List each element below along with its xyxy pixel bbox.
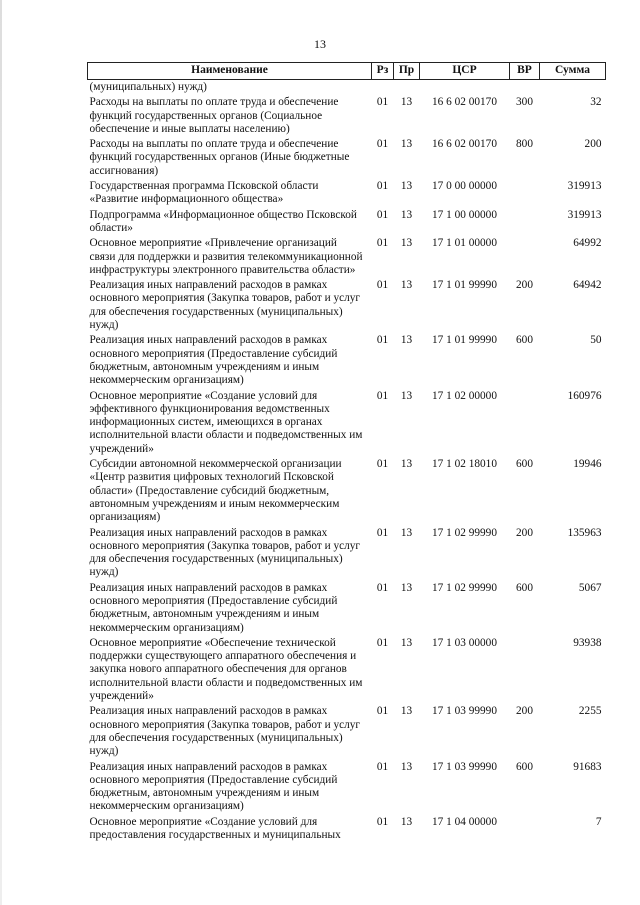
table-row xyxy=(88,581,606,636)
row-pr: 13 xyxy=(400,760,413,773)
row-rz: 01 xyxy=(376,279,389,292)
table-row xyxy=(88,815,606,844)
header-name: Наименование xyxy=(88,63,372,80)
row-vr: 200 xyxy=(516,279,533,292)
row-csr: 17 1 02 18010 xyxy=(432,458,497,471)
row-rz: 01 xyxy=(376,389,389,402)
row-sum: 2255 xyxy=(578,705,602,718)
row-sum: 93938 xyxy=(573,636,602,649)
row-vr: 800 xyxy=(516,138,533,151)
row-pr: 13 xyxy=(400,180,413,193)
row-sum: 50 xyxy=(590,334,602,347)
row-sum: 19946 xyxy=(573,458,602,471)
row-pr: 13 xyxy=(400,458,413,471)
row-pr: 13 xyxy=(400,96,413,109)
row-pr: 13 xyxy=(400,279,413,292)
row-vr: 200 xyxy=(516,705,533,718)
row-rz: 01 xyxy=(376,208,389,221)
row-name: Реализация иных направлений расходов в рамках основного мероприятия (Закупка товаров, работ и услуг для обеспечения государственных (муниципальных) нужд) xyxy=(89,279,361,332)
row-rz: 01 xyxy=(376,705,389,718)
table-row xyxy=(88,636,606,704)
row-vr: 600 xyxy=(516,334,533,347)
row-csr: 17 1 03 99990 xyxy=(432,760,497,773)
table-row xyxy=(88,208,606,237)
row-rz: 01 xyxy=(376,815,389,828)
row-csr: 17 1 00 00000 xyxy=(432,208,497,221)
row-vr xyxy=(510,179,540,208)
row-csr: 17 0 00 00000 xyxy=(432,180,497,193)
row-name: Субсидии автономной некоммерческой организации «Центр развития цифровых технологий Псковской области» (Предоставление субсидий бюджетным, автономным учреждениям и иным некоммерческим организациям) xyxy=(89,458,342,524)
row-vr xyxy=(510,236,540,278)
row-sum: 7 xyxy=(595,815,602,828)
row-csr: 17 1 04 00000 xyxy=(432,815,497,828)
row-rz: 01 xyxy=(376,760,389,773)
row-name: Основное мероприятие «Создание условий для эффективного функционирования ведомственных информационных систем, имеющихся в органах исполнительной власти области и подведомственных им учреждений» xyxy=(89,389,363,455)
row-vr xyxy=(510,389,540,457)
row-vr: 600 xyxy=(516,581,533,594)
row-vr xyxy=(510,80,540,96)
row-name: Реализация иных направлений расходов в рамках основного мероприятия (Закупка товаров, работ и услуг для обеспечения государственных (муниципальных) нужд) xyxy=(89,526,361,579)
table-row xyxy=(88,333,606,388)
row-name: Основное мероприятие «Привлечение организаций связи для поддержки и развития телекоммуникационной инфраструктуры электронного правительства области» xyxy=(89,237,363,276)
row-name: Реализация иных направлений расходов в рамках основного мероприятия (Предоставление субсидий бюджетным, автономным учреждениям и иным некоммерческим организациям) xyxy=(89,760,338,813)
table-row xyxy=(88,760,606,815)
row-rz: 01 xyxy=(376,334,389,347)
row-sum: 160976 xyxy=(567,389,602,402)
header-sum: Сумма xyxy=(540,63,606,80)
table-row xyxy=(88,137,606,179)
row-rz: 01 xyxy=(376,581,389,594)
row-name: Реализация иных направлений расходов в рамках основного мероприятия (Предоставление субсидий бюджетным, автономным учреждениям и иным некоммерческим организациям) xyxy=(89,581,338,634)
table-header-row xyxy=(88,63,606,80)
row-pr: 13 xyxy=(400,237,413,250)
table-row xyxy=(88,80,606,96)
row-csr: 17 1 01 99990 xyxy=(432,279,497,292)
header-vr: ВР xyxy=(510,63,540,80)
row-sum: 319913 xyxy=(567,180,602,193)
row-csr xyxy=(420,80,510,96)
row-csr: 17 1 01 99990 xyxy=(432,334,497,347)
table-row xyxy=(88,95,606,137)
row-csr: 16 6 02 00170 xyxy=(432,138,497,151)
row-name: Основное мероприятие «Создание условий для предоставления государственных и муниципальных xyxy=(89,815,341,842)
table-body xyxy=(88,80,606,844)
row-pr: 13 xyxy=(400,526,413,539)
row-rz: 01 xyxy=(376,526,389,539)
table-row xyxy=(88,179,606,208)
row-vr: 300 xyxy=(516,96,533,109)
row-pr: 13 xyxy=(400,138,413,151)
table-row xyxy=(88,704,606,759)
table-row xyxy=(88,526,606,581)
row-vr xyxy=(510,636,540,704)
row-csr: 16 6 02 00170 xyxy=(432,96,497,109)
row-name: Реализация иных направлений расходов в рамках основного мероприятия (Предоставление субсидий бюджетным, автономным учреждениям и иным некоммерческим организациям) xyxy=(89,334,338,387)
row-csr: 17 1 02 00000 xyxy=(432,389,497,402)
row-vr xyxy=(510,208,540,237)
row-name: Основное мероприятие «Обеспечение технической поддержки существующего аппаратного обеспечения и закупка нового аппаратного обеспечения для органов исполнительной власти области и подведомственных им учреждений» xyxy=(89,636,363,703)
row-sum: 5067 xyxy=(578,581,602,594)
row-rz xyxy=(372,80,394,96)
table-row xyxy=(88,389,606,457)
row-sum: 32 xyxy=(590,96,602,109)
table-row xyxy=(88,278,606,333)
row-rz: 01 xyxy=(376,96,389,109)
row-name: Государственная программа Псковской области «Развитие информационного общества» xyxy=(89,180,319,206)
row-rz: 01 xyxy=(376,636,389,649)
row-name: Подпрограмма «Информационное общество Псковской области» xyxy=(89,208,357,234)
row-rz: 01 xyxy=(376,237,389,250)
row-csr: 17 1 03 99990 xyxy=(432,705,497,718)
table-row xyxy=(88,236,606,278)
header-csr: ЦСР xyxy=(420,63,510,80)
row-vr xyxy=(510,815,540,844)
row-name: Расходы на выплаты по оплате труда и обеспечение функций государственных органов (Социальное обеспечение и иные выплаты населению) xyxy=(89,96,339,135)
row-pr: 13 xyxy=(400,815,413,828)
row-sum: 91683 xyxy=(573,760,602,773)
budget-table xyxy=(87,62,606,843)
row-sum xyxy=(540,80,606,96)
row-vr: 600 xyxy=(516,760,533,773)
row-sum: 135963 xyxy=(567,526,602,539)
row-name: (муниципальных) нужд) xyxy=(89,81,207,93)
row-pr: 13 xyxy=(400,334,413,347)
row-rz: 01 xyxy=(376,458,389,471)
row-pr: 13 xyxy=(400,636,413,649)
row-sum: 319913 xyxy=(567,208,602,221)
row-pr: 13 xyxy=(400,389,413,402)
row-pr xyxy=(394,80,420,96)
row-csr: 17 1 01 00000 xyxy=(432,237,497,250)
row-rz: 01 xyxy=(376,180,389,193)
row-csr: 17 1 02 99990 xyxy=(432,581,497,594)
page-edge xyxy=(0,0,2,905)
header-pr: Пр xyxy=(394,63,420,80)
page-number: 13 xyxy=(314,37,326,51)
row-name: Расходы на выплаты по оплате труда и обеспечение функций государственных органов (Иные бюджетные ассигнования) xyxy=(89,138,350,177)
row-pr: 13 xyxy=(400,581,413,594)
header-rz: Рз xyxy=(372,63,394,80)
row-sum: 64992 xyxy=(573,237,602,250)
row-name: Реализация иных направлений расходов в рамках основного мероприятия (Закупка товаров, работ и услуг для обеспечения государственных (муниципальных) нужд) xyxy=(89,705,361,758)
row-pr: 13 xyxy=(400,705,413,718)
row-vr: 200 xyxy=(516,526,533,539)
row-sum: 64942 xyxy=(573,279,602,292)
table-row xyxy=(88,457,606,525)
row-sum: 200 xyxy=(584,138,602,151)
row-csr: 17 1 02 99990 xyxy=(432,526,497,539)
row-pr: 13 xyxy=(400,208,413,221)
row-vr: 600 xyxy=(516,458,533,471)
row-csr: 17 1 03 00000 xyxy=(432,636,497,649)
row-rz: 01 xyxy=(376,138,389,151)
